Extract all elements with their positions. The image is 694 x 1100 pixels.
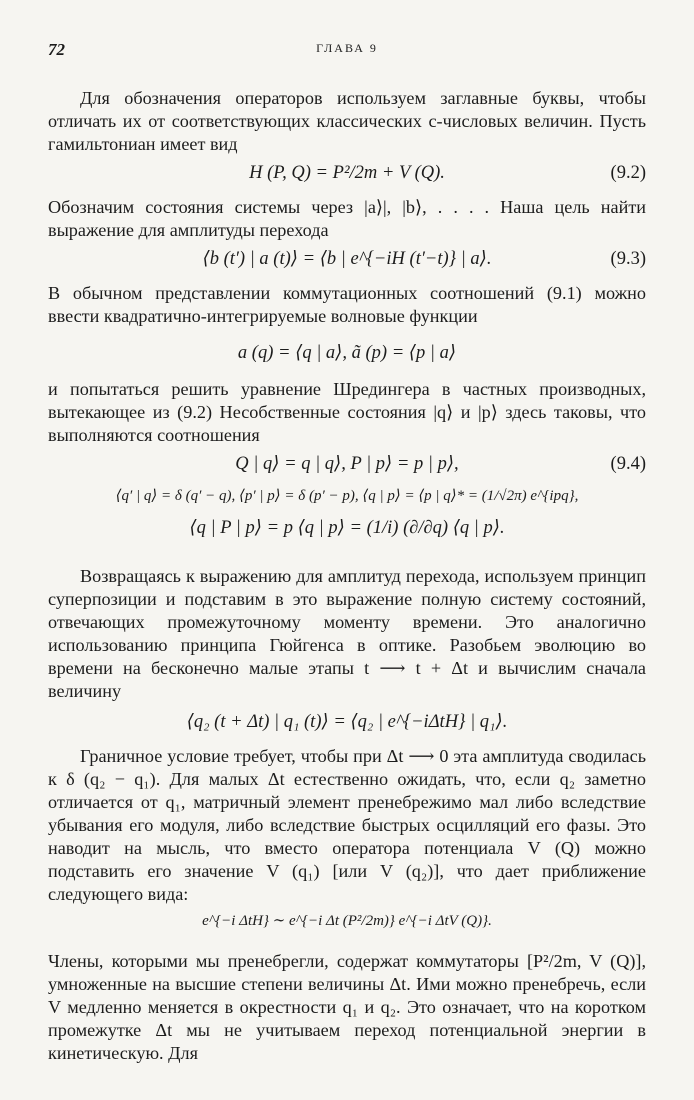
equation-approximation: [48, 910, 646, 932]
page-header: [48, 40, 646, 64]
paragraph-1: Для обозначения операторов используем заглавные буквы, чтобы отличать их от соответствующих классических c-числовых величин. Пусть гамильтониан имеет вид: [48, 88, 646, 154]
equation-text: ⟨q₂ (t + Δt) | q₁ (t)⟩ = ⟨q₂ | e^{−iΔtH} | q₁⟩.: [186, 712, 508, 732]
page-number: 72: [48, 40, 65, 59]
equation-transition: [48, 709, 646, 735]
equation-9-2: [48, 160, 646, 186]
paragraph-4: и попытаться решить уравнение Шредингера в частных производных, вытекающее из (9.2) Несобственные состояния |q⟩ и |p⟩ здесь таковы, что выполняются соотношения: [48, 379, 646, 445]
equation-text: e^{−i ΔtH} ∼ e^{−i Δt (P²/2m)} e^{−i ΔtV (Q)}.: [202, 913, 492, 929]
paragraph-5: Возвращаясь к выражению для амплитуд перехода, используем принцип суперпозиции и подставим в это выражение полную систему состояний, отвечающих промежуточному моменту времени. Это аналогично использованию принципа Гюйгенса в оптике. Разобьем эволюцию во времени на бесконечно малые этапы t ⟶ t + Δt и вычислим сначала величину: [48, 566, 646, 701]
equation-text: ⟨q′ | q⟩ = δ (q′ − q), ⟨p′ | p⟩ = δ (p′ − p), ⟨q | p⟩ = ⟨p | q⟩* = (1/√2π) e^{ipq},: [115, 488, 579, 504]
equation-text: ⟨b (t′) | a (t)⟩ = ⟨b | e^{−iH (t′−t)} | a⟩.: [202, 249, 492, 269]
equation-number: (9.4): [610, 454, 646, 474]
paragraph-6: Граничное условие требует, чтобы при Δt ⟶ 0 эта амплитуда сводилась к δ (q₂ − q₁). Для малых Δt естественно ожидать, что, если q₂ заметно отличается от q₁, матричный элемент пренебрежимо мал либо вследствие убывания его модуля, либо вследствие быстрых осцилляций его фазы. Это наводит на мысль, что вместо оператора потенциала V (Q) можно подставить его значение V (q₁) [или V (q₂)], что дает приближение следующего вида:: [48, 746, 646, 904]
equation-text: H (P, Q) = P²/2m + V (Q).: [249, 163, 445, 183]
equation-text: a (q) = ⟨q | a⟩, ã (p) = ⟨p | a⟩: [237, 343, 457, 363]
equation-wavefunctions: [48, 340, 646, 366]
paragraph-7: Члены, которыми мы пренебрегли, содержат коммутаторы [P²/2m, V (Q)], умноженные на высшие степени величины Δt. Ими можно пренебречь, если V медленно меняется в окрестности q₁ и q₂. Это означает, что на коротком промежутке Δt мы не учитываем переход потенциальной энергии в кинетическую. Для: [48, 951, 646, 1063]
equation-orthonormality: [48, 485, 646, 507]
equation-number: (9.2): [610, 163, 646, 183]
running-title: ГЛАВА 9: [316, 41, 378, 55]
equation-number: (9.3): [610, 249, 646, 269]
equation-momentum-matrix: [48, 515, 646, 541]
equation-9-3: [48, 246, 646, 272]
paragraph-2: Обозначим состояния системы через |a⟩|, |b⟩, . . . . Наша цель найти выражение для амплитуды перехода: [48, 197, 646, 240]
equation-text: ⟨q | P | p⟩ = p ⟨q | p⟩ = (1/i) (∂/∂q) ⟨q | p⟩.: [189, 518, 505, 538]
equation-9-4: [48, 451, 646, 477]
page-body: [48, 87, 646, 1065]
paragraph-3: В обычном представлении коммутационных соотношений (9.1) можно ввести квадратично-интегрируемые волновые функции: [48, 283, 646, 326]
equation-text: Q | q⟩ = q | q⟩, P | p⟩ = p | p⟩,: [235, 454, 459, 474]
